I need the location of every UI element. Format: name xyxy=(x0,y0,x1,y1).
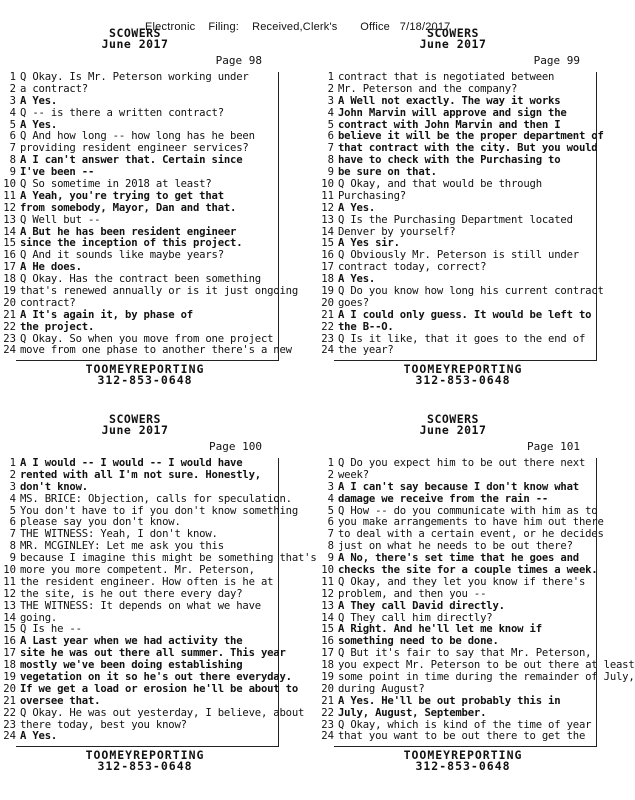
line-number: 7 xyxy=(327,528,334,541)
line-text: damage we receive from the rain -- xyxy=(338,492,549,505)
transcript-line xyxy=(0,84,272,96)
line-text: the year? xyxy=(338,344,394,357)
line-number: 5 xyxy=(9,118,16,131)
line-text: Q Do you expect him to be out there next xyxy=(338,457,586,469)
line-text: since the inception of this project. xyxy=(20,237,243,250)
line-number: 17 xyxy=(3,261,16,274)
line-number: 12 xyxy=(321,201,334,214)
line-number: 8 xyxy=(327,154,334,167)
line-text: goes? xyxy=(338,296,369,309)
page-header-date: June 2017 xyxy=(419,37,487,51)
line-text: A Yes. He'll be out probably this in xyxy=(338,694,561,707)
line-text: move from one phase to another there's a new xyxy=(20,344,292,357)
line-number: 1 xyxy=(9,457,16,469)
line-number: 21 xyxy=(321,308,334,321)
line-number: 10 xyxy=(321,178,334,191)
page-header-date: June 2017 xyxy=(419,423,487,437)
line-number: 12 xyxy=(3,201,16,214)
line-text: A Right. And he'll let me know if xyxy=(338,623,542,636)
line-text: A I can't say because I don't know what xyxy=(338,480,579,493)
line-number: 12 xyxy=(321,587,334,600)
line-text: during August? xyxy=(338,682,425,695)
line-text: the project. xyxy=(20,320,95,333)
line-number: 2 xyxy=(327,82,334,95)
transcript-line xyxy=(318,84,590,96)
transcript-line xyxy=(0,191,272,203)
transcript-line xyxy=(318,577,590,589)
line-text: you make arrangements to have him out there xyxy=(338,516,604,529)
line-number: 9 xyxy=(327,166,334,179)
line-number: 6 xyxy=(9,516,16,529)
line-text: the site, is he out there every day? xyxy=(20,587,243,600)
line-number: 20 xyxy=(321,682,334,695)
line-number: 13 xyxy=(3,213,16,226)
line-number: 16 xyxy=(321,635,334,648)
line-text: Q Okay. He was out yesterday, I believe, about xyxy=(20,706,305,719)
page-number: Page 99 xyxy=(533,54,580,67)
transcript-line xyxy=(0,731,272,743)
transcript-line xyxy=(0,696,272,708)
line-number: 4 xyxy=(9,106,16,119)
line-text: contract with John Marvin and then I xyxy=(338,118,561,131)
line-number: 23 xyxy=(321,332,334,345)
line-text: Q Okay, and that would be through xyxy=(338,178,542,191)
line-text: I've been -- xyxy=(20,166,95,179)
line-text: something need to be done. xyxy=(338,635,499,648)
line-number: 15 xyxy=(3,237,16,250)
line-number: 15 xyxy=(3,623,16,636)
page-number: Page 100 xyxy=(209,440,262,453)
line-text: A He does. xyxy=(20,261,82,274)
transcript-page xyxy=(0,412,317,773)
line-text: Purchasing? xyxy=(338,189,406,202)
line-text: oversee that. xyxy=(20,694,101,707)
line-number: 13 xyxy=(321,599,334,612)
line-text: a contract? xyxy=(20,82,88,95)
line-text: believe it will be the proper department of xyxy=(338,130,604,143)
line-text: A Yes. xyxy=(20,94,58,107)
page-number: Page 101 xyxy=(527,440,580,453)
line-number: 7 xyxy=(327,142,334,155)
line-text: MR. MCGINLEY: Let me ask you this xyxy=(20,540,224,553)
page-footer-reporter: TOOMEYREPORTING xyxy=(403,362,523,376)
page-footer-reporter: TOOMEYREPORTING xyxy=(85,362,205,376)
line-number: 14 xyxy=(321,611,334,624)
transcript-lines xyxy=(0,457,317,743)
line-number: 8 xyxy=(327,540,334,553)
line-number: 21 xyxy=(3,694,16,707)
transcript-line xyxy=(0,577,272,589)
line-text: you expect Mr. Peterson to be out there at least xyxy=(338,659,635,672)
transcript-lines xyxy=(0,71,299,357)
line-text: please say you don't know. xyxy=(20,516,181,529)
line-number: 11 xyxy=(3,575,16,588)
transcript-line xyxy=(0,203,272,215)
line-text: the B--O. xyxy=(338,320,394,333)
transcript-line xyxy=(0,589,272,601)
transcript-line xyxy=(0,482,272,494)
line-text: week? xyxy=(338,468,369,481)
line-number: 11 xyxy=(321,189,334,202)
line-number: 19 xyxy=(321,671,334,684)
transcript-line xyxy=(318,310,590,322)
line-number: 11 xyxy=(3,189,16,202)
line-number: 17 xyxy=(321,261,334,274)
page-header-date: June 2017 xyxy=(101,423,169,437)
line-text: mostly we've been doing establishing xyxy=(20,659,243,672)
line-number: 22 xyxy=(321,706,334,719)
line-number: 12 xyxy=(3,587,16,600)
line-number: 16 xyxy=(3,635,16,648)
line-text: some point in time during the remainder of July, xyxy=(338,671,635,684)
line-text: going. xyxy=(20,611,58,624)
line-number: 22 xyxy=(3,320,16,333)
line-number: 24 xyxy=(321,344,334,357)
line-number: 20 xyxy=(321,296,334,309)
line-number: 6 xyxy=(9,130,16,143)
line-text: Q And how long -- how long has he been xyxy=(20,130,255,143)
line-number: 16 xyxy=(3,249,16,262)
line-number: 23 xyxy=(321,718,334,731)
line-text: site he was out there all summer. This year xyxy=(20,647,286,660)
line-text: Q They call him directly? xyxy=(338,611,493,624)
line-text: Q And it sounds like maybe years? xyxy=(20,249,224,262)
line-number: 6 xyxy=(327,130,334,143)
line-text: there today, best you know? xyxy=(20,718,187,731)
line-text: A Yes. xyxy=(338,201,376,214)
line-text: A I would -- I would -- I would have xyxy=(20,457,243,469)
line-number: 8 xyxy=(9,540,16,553)
line-text: from somebody, Mayor, Dan and that. xyxy=(20,201,237,214)
line-text: Q Do you know how long his current contract xyxy=(338,285,604,298)
line-number: 2 xyxy=(9,468,16,481)
line-text: A Yeah, you're trying to get that xyxy=(20,189,224,202)
line-number: 2 xyxy=(9,82,16,95)
line-text: Q Is he -- xyxy=(20,623,82,636)
line-number: 4 xyxy=(327,492,334,505)
line-number: 4 xyxy=(327,106,334,119)
transcript-line xyxy=(318,494,590,506)
line-number: 18 xyxy=(321,273,334,286)
line-text: THE WITNESS: Yeah, I don't know. xyxy=(20,528,218,541)
line-text: A Yes. xyxy=(20,730,58,743)
line-text: John Marvin will approve and sign the xyxy=(338,106,567,119)
line-number: 11 xyxy=(321,575,334,588)
line-number: 10 xyxy=(3,564,16,577)
page-footer-reporter: TOOMEYREPORTING xyxy=(85,748,205,762)
line-number: 19 xyxy=(321,285,334,298)
line-text: to deal with a certain event, or he decides xyxy=(338,528,604,541)
line-text: problem, and then you -- xyxy=(338,587,487,600)
line-number: 16 xyxy=(321,249,334,262)
line-number: 6 xyxy=(327,516,334,529)
line-number: 22 xyxy=(3,706,16,719)
line-text: that's renewed annually or is it just ongoing xyxy=(20,285,299,298)
line-text: that contract with the city. But you would xyxy=(338,142,598,155)
line-number: 22 xyxy=(321,320,334,333)
line-number: 7 xyxy=(9,528,16,541)
line-text: Q Obviously Mr. Peterson is still under xyxy=(338,249,579,262)
line-number: 10 xyxy=(3,178,16,191)
line-text: A I could only guess. It would be left to xyxy=(338,308,592,321)
transcript-line xyxy=(0,344,292,357)
page-number: Page 98 xyxy=(215,54,262,67)
line-text: providing resident engineer services? xyxy=(20,142,249,155)
page-header-title: SCOWERS xyxy=(109,26,161,40)
line-number: 13 xyxy=(321,213,334,226)
page-footer-phone: 312-853-0648 xyxy=(415,373,511,387)
transcript-lines xyxy=(318,457,635,743)
line-number: 23 xyxy=(3,332,16,345)
line-text: Q So sometime in 2018 at least? xyxy=(20,178,212,191)
line-text: contract? xyxy=(20,296,76,309)
transcript-page xyxy=(0,26,299,387)
line-text: Q Okay, and they let you know if there's xyxy=(338,575,586,588)
line-text: A It's again it, by phase of xyxy=(20,308,193,321)
transcript-line xyxy=(318,191,590,203)
line-text: just on what he needs to be out there? xyxy=(338,540,573,553)
filing-stamp: Electronic Filing: Received,Clerk's Office 7/18/2017 xyxy=(145,21,451,33)
line-text: Denver by yourself? xyxy=(338,225,456,238)
line-text: Mr. Peterson and the company? xyxy=(338,82,518,95)
line-text: July, August, September. xyxy=(338,706,487,719)
line-text: A But he has been resident engineer xyxy=(20,225,237,238)
line-number: 14 xyxy=(321,225,334,238)
transcript-line xyxy=(0,96,272,108)
transcript-line xyxy=(318,696,590,708)
line-number: 1 xyxy=(327,71,334,83)
line-number: 5 xyxy=(327,504,334,517)
line-number: 5 xyxy=(9,504,16,517)
transcript-line xyxy=(318,708,590,720)
transcript-line xyxy=(318,589,590,601)
line-number: 18 xyxy=(3,659,16,672)
line-number: 19 xyxy=(3,671,16,684)
line-text: A I can't answer that. Certain since xyxy=(20,154,243,167)
line-number: 9 xyxy=(9,166,16,179)
line-text: checks the site for a couple times a week. xyxy=(338,564,598,577)
transcript-line xyxy=(318,345,590,357)
line-number: 3 xyxy=(9,94,16,107)
transcript-line xyxy=(318,470,590,482)
line-text: Q Well but -- xyxy=(20,213,101,226)
line-number: 10 xyxy=(321,564,334,577)
transcript-line xyxy=(0,470,272,482)
transcript-line xyxy=(318,96,590,108)
transcript-page xyxy=(318,26,604,387)
line-text: rented with all I'm not sure. Honestly, xyxy=(20,468,261,481)
line-number: 3 xyxy=(327,94,334,107)
line-number: 18 xyxy=(321,659,334,672)
transcript-lines xyxy=(318,71,604,357)
line-text: THE WITNESS: It depends on what we have xyxy=(20,599,261,612)
transcript-line xyxy=(0,706,305,720)
line-text: Q Is it like, that it goes to the end of xyxy=(338,332,586,345)
line-text: A Yes. xyxy=(338,273,376,286)
transcript-line xyxy=(0,310,272,322)
transcript-page xyxy=(318,412,635,773)
line-number: 21 xyxy=(321,694,334,707)
line-number: 8 xyxy=(9,154,16,167)
line-number: 3 xyxy=(327,480,334,493)
line-number: 17 xyxy=(3,647,16,660)
line-text: Q But it's fair to say that Mr. Peterson, xyxy=(338,647,592,660)
transcript-line xyxy=(318,482,590,494)
line-text: MS. BRICE: Objection, calls for speculation. xyxy=(20,492,292,505)
transcript-line xyxy=(0,492,292,506)
line-number: 7 xyxy=(9,142,16,155)
line-text: Q Okay. So when you move from one project xyxy=(20,332,274,345)
page-header-title: SCOWERS xyxy=(109,412,161,426)
line-number: 5 xyxy=(327,118,334,131)
line-number: 14 xyxy=(3,225,16,238)
page-header-title: SCOWERS xyxy=(427,412,479,426)
line-text: don't know. xyxy=(20,480,88,493)
line-text: contract that is negotiated between xyxy=(338,71,555,83)
line-number: 20 xyxy=(3,296,16,309)
line-text: Q Okay, which is kind of the time of year xyxy=(338,718,592,731)
line-number: 24 xyxy=(3,730,16,743)
line-text: be sure on that. xyxy=(338,166,437,179)
page-header-date: June 2017 xyxy=(101,37,169,51)
line-number: 20 xyxy=(3,682,16,695)
line-text: more you more competent. Mr. Peterson, xyxy=(20,564,255,577)
transcript-line xyxy=(0,215,272,227)
line-text: contract today, correct? xyxy=(338,261,487,274)
line-number: 9 xyxy=(327,552,334,565)
line-text: A Well not exactly. The way it works xyxy=(338,94,561,107)
line-number: 13 xyxy=(3,599,16,612)
page-header-title: SCOWERS xyxy=(427,26,479,40)
line-text: Q -- is there a written contract? xyxy=(20,106,224,119)
line-text: You don't have to if you don't know something xyxy=(20,504,299,517)
line-number: 23 xyxy=(3,718,16,731)
line-text: have to check with the Purchasing to xyxy=(338,154,561,167)
line-number: 9 xyxy=(9,552,16,565)
line-text: A They call David directly. xyxy=(338,599,505,612)
line-number: 17 xyxy=(321,647,334,660)
line-number: 4 xyxy=(9,492,16,505)
page-footer-phone: 312-853-0648 xyxy=(415,759,511,773)
line-number: 24 xyxy=(321,730,334,743)
line-number: 3 xyxy=(9,480,16,493)
line-number: 24 xyxy=(3,344,16,357)
line-number: 19 xyxy=(3,285,16,298)
transcript-line xyxy=(0,322,272,334)
line-number: 18 xyxy=(3,273,16,286)
transcript-line xyxy=(318,203,590,215)
line-text: A Yes sir. xyxy=(338,237,400,250)
line-number: 1 xyxy=(327,457,334,469)
line-text: A No, there's set time that he goes and xyxy=(338,552,579,565)
page-footer-phone: 312-853-0648 xyxy=(97,373,193,387)
transcript-line xyxy=(0,108,272,120)
line-number: 2 xyxy=(327,468,334,481)
line-text: that you want to be out there to get the xyxy=(338,730,586,743)
page-footer-reporter: TOOMEYREPORTING xyxy=(403,748,523,762)
line-text: Q Okay. Has the contract been something xyxy=(20,273,261,286)
transcript-line xyxy=(318,322,590,334)
line-number: 15 xyxy=(321,623,334,636)
line-number: 15 xyxy=(321,237,334,250)
line-number: 21 xyxy=(3,308,16,321)
line-text: A Last year when we had activity the xyxy=(20,635,243,648)
transcript-line xyxy=(318,601,590,613)
transcript-line xyxy=(0,601,272,613)
line-text: Q How -- do you communicate with him as to xyxy=(338,504,598,517)
line-text: Q Is the Purchasing Department located xyxy=(338,213,573,226)
line-text: If we get a load or erosion he'll be about to xyxy=(20,682,299,695)
line-text: Q Okay. Is Mr. Peterson working under xyxy=(20,71,249,83)
transcript-line xyxy=(318,731,590,743)
line-number: 1 xyxy=(9,71,16,83)
line-text: vegetation on it so he's out there everyday. xyxy=(20,671,292,684)
line-text: because I imagine this might be something that's xyxy=(20,552,317,565)
transcript-line xyxy=(318,215,590,227)
transcript-line xyxy=(318,108,590,120)
line-text: the resident engineer. How often is he at xyxy=(20,575,274,588)
line-number: 14 xyxy=(3,611,16,624)
page-footer-phone: 312-853-0648 xyxy=(97,759,193,773)
line-text: A Yes. xyxy=(20,118,58,131)
